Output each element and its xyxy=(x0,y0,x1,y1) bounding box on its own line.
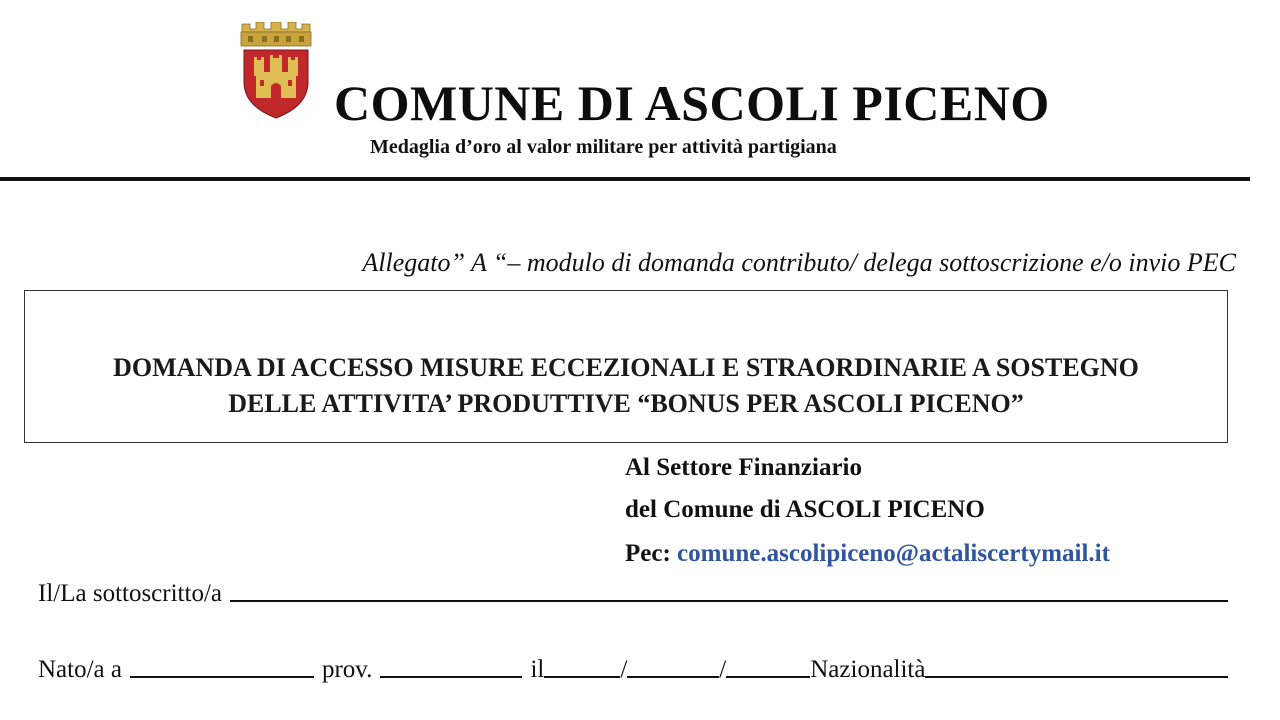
coat-of-arms-logo xyxy=(238,22,314,120)
allegato-caption: Allegato” A “– modulo di domanda contributo/ delega sottoscrizione e/o invio PEC xyxy=(362,248,1236,277)
sottoscritto-label: Il/La sottoscritto/a xyxy=(38,580,222,607)
date-slash-2: / xyxy=(719,656,727,683)
date-slash-1: / xyxy=(620,656,628,683)
nazionalita-label: Nazionalità xyxy=(810,656,926,683)
crest-icon xyxy=(238,22,314,120)
prov-label: prov. xyxy=(321,656,373,683)
page-title: COMUNE DI ASCOLI PICENO xyxy=(334,75,1050,131)
pec-email-link[interactable]: comune.ascolipiceno@actaliscertymail.it xyxy=(677,540,1110,567)
recipient-line2: del Comune di ASCOLI PICENO xyxy=(625,496,985,523)
birthplace-field[interactable] xyxy=(130,652,314,678)
sottoscritto-field[interactable] xyxy=(230,576,1228,602)
page-subtitle: Medaglia d’oro al valor militare per attività partigiana xyxy=(370,136,837,158)
request-title-box xyxy=(24,290,1228,443)
il-label: il xyxy=(530,656,545,683)
province-field[interactable] xyxy=(380,652,522,678)
sottoscritto-row xyxy=(38,576,1228,608)
recipient-line1: Al Settore Finanziario xyxy=(625,454,862,481)
birth-data-row xyxy=(38,652,1228,684)
birth-year-field[interactable] xyxy=(726,652,810,678)
request-title-line2: DELLE ATTIVITA’ PRODUTTIVE “BONUS PER ASCOLI PICENO” xyxy=(228,389,1024,418)
pec-label: Pec: xyxy=(625,540,671,567)
recipient-pec xyxy=(625,540,1110,568)
header-divider xyxy=(0,177,1250,181)
birth-day-field[interactable] xyxy=(544,652,620,678)
nato-label: Nato/a a xyxy=(38,656,122,683)
nationality-field[interactable] xyxy=(925,652,1228,678)
birth-month-field[interactable] xyxy=(627,652,719,678)
request-title-line1: DOMANDA DI ACCESSO MISURE ECCEZIONALI E STRAORDINARIE A SOSTEGNO xyxy=(113,353,1139,382)
